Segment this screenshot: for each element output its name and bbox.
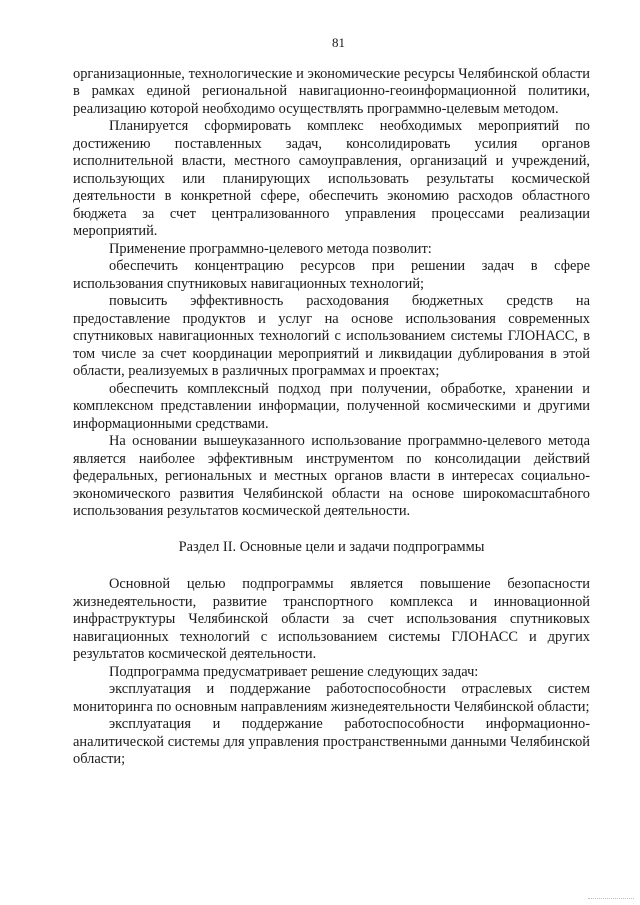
page-number: 81 bbox=[332, 35, 345, 50]
paragraph-list-item-concentration: обеспечить концентрацию ресурсов при решении задач в сфере использования спутниковых навигационных технологий; bbox=[73, 258, 590, 292]
body-before-heading bbox=[73, 66, 590, 521]
paragraph-list-item-efficiency: повысить эффективность расходования бюджетных средств на предоставление продуктов и услуг на основе использования современных спутниковых навигационных технологий с использованием системы ГЛОНАСС, в том числе за счет координации мероприятий и ликвидации дублирования в этой области, реализуемых в различных программах и проектах; bbox=[73, 293, 590, 379]
paragraph-continuation: организационные, технологические и экономические ресурсы Челябинской области в рамках единой региональной навигационно-геоинформационной политики, реализацию которой необходимо осуществлять программно-целевым методом. bbox=[73, 65, 590, 117]
document-page bbox=[73, 34, 590, 769]
paragraph-method-intro: Применение программно-целевого метода позволит: bbox=[109, 240, 432, 257]
paragraph-planning: Планируется сформировать комплекс необходимых мероприятий по достижению поставленных задач, консолидировать усилия органов исполнительной власти, местного самоуправления, организаций и учреждений, использующих или планирующих использовать результаты космической деятельности в конкретной сфере, обеспечить экономию расходов областного бюджета за счет централизованного управления процессами реализации мероприятий. bbox=[73, 118, 590, 239]
section-heading: Раздел II. Основные цели и задачи подпрограммы bbox=[178, 538, 485, 555]
paragraph-list-item-comprehensive: обеспечить комплексный подход при получении, обработке, хранении и комплексном представлении информации, полученной космическими и другими информационными средствами. bbox=[73, 380, 590, 432]
paragraph-conclusion: На основании вышеуказанного использование программно-целевого метода является наиболее эффективным инструментом по консолидации действий федеральных, региональных и местных органов власти в интересах социально-экономического развития Челябинской области на основе широкомасштабного использования результатов космической деятельности. bbox=[73, 433, 590, 519]
paragraph-tasks-intro: Подпрограмма предусматривает решение следующих задач: bbox=[109, 663, 479, 680]
paragraph-main-goal: Основной целью подпрограммы является повышение безопасности жизнедеятельности, развитие транспортного комплекса и инновационной инфраструктуры Челябинской области за счет использования спутниковых навигационных технологий с использованием системы ГЛОНАСС и других результатов космической деятельности. bbox=[73, 576, 590, 662]
paragraph-task-monitoring: эксплуатация и поддержание работоспособности отраслевых систем мониторинга по основным направлениям жизнедеятельности Челябинской области; bbox=[73, 681, 590, 715]
paragraph-task-analytics: эксплуатация и поддержание работоспособности информационно-аналитической системы для управления пространственными данными Челябинской области; bbox=[73, 716, 590, 767]
scan-corner-mark bbox=[588, 896, 634, 899]
body-after-heading bbox=[73, 576, 590, 769]
